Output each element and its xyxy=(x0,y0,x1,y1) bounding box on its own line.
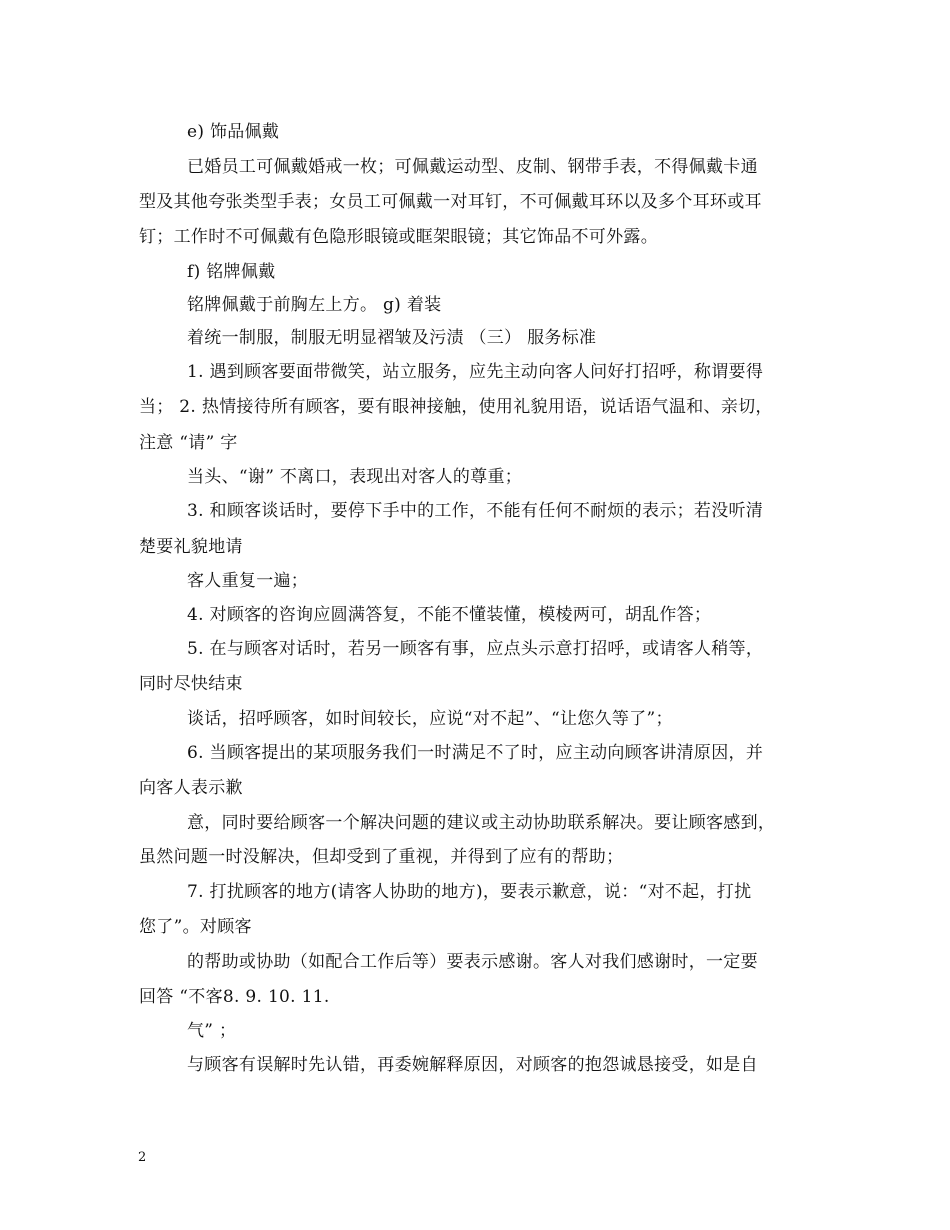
paragraph-line: 7. 打扰顾客的地方(请客人协助的地方)，要表示歉意，说：“对不起，打扰 xyxy=(187,882,752,902)
paragraph-line: 4. 对顾客的咨询应圆满答复，不能不懂装懂，模棱两可，胡乱作答； xyxy=(187,605,712,625)
paragraph-line: 虽然问题一时没解决，但却受到了重视，并得到了应有的帮助； xyxy=(139,847,624,867)
paragraph-line: 您了”。对顾客 xyxy=(139,917,252,937)
paragraph-line: 楚要礼貌地请 xyxy=(139,537,243,557)
paragraph-line: 着统一制服，制服无明显褶皱及污渍 （三） 服务标准 xyxy=(187,328,597,348)
paragraph-line: 与顾客有误解时先认错，再委婉解释原因，对顾客的抱怨诚恳接受，如是自 xyxy=(187,1055,758,1075)
paragraph-line: 的帮助或协助（如配合工作后等）要表示感谢。客人对我们感谢时，一定要 xyxy=(187,952,758,972)
paragraph-line: 回答 “不客8. 9. 10. 11. xyxy=(139,987,330,1007)
paragraph-line: 型及其他夸张类型手表；女员工可佩戴一对耳钉，不可佩戴耳环以及多个耳环或耳 xyxy=(139,192,762,212)
paragraph-line: 钉；工作时不可佩戴有色隐形眼镜或眶架眼镜；其它饰品不可外露。 xyxy=(139,227,658,247)
paragraph-line: 注意 “请” 字 xyxy=(139,433,238,453)
section-heading-nameplate: f) 铭牌佩戴 xyxy=(187,262,276,282)
paragraph-line: 5. 在与顾客对话时，若另一顾客有事，应点头示意打招呼，或请客人稍等， xyxy=(187,639,764,659)
paragraph-line: 意，同时要给顾客一个解决问题的建议或主动协助联系解决。要让顾客感到， xyxy=(187,813,776,833)
paragraph-line: 谈话，招呼顾客，如时间较长，应说“对不起”、“让您久等了”； xyxy=(187,709,673,729)
paragraph-line: 气” ； xyxy=(187,1021,237,1041)
paragraph-line: 向客人表示歉 xyxy=(139,778,243,798)
paragraph-line: 1. 遇到顾客要面带微笑，站立服务，应先主动向客人问好打招呼，称谓要得 xyxy=(187,362,764,382)
paragraph-line: 当； 2. 热情接待所有顾客，要有眼神接触，使用礼貌用语，说话语气温和、亲切， xyxy=(139,397,773,417)
paragraph-line: 当头、“谢” 不离口，表现出对客人的尊重； xyxy=(187,467,523,487)
paragraph-line: 已婚员工可佩戴婚戒一枚；可佩戴运动型、皮制、钢带手表，不得佩戴卡通 xyxy=(187,157,758,177)
paragraph-line: 6. 当顾客提出的某项服务我们一时满足不了时，应主动向顾客讲清原因，并 xyxy=(187,743,764,763)
page-number: 2 xyxy=(138,1150,147,1165)
paragraph-line: 铭牌佩戴于前胸左上方。 g) 着装 xyxy=(187,295,442,315)
paragraph-line: 客人重复一遍； xyxy=(187,571,309,591)
paragraph-line: 3. 和顾客谈话时，要停下手中的工作，不能有任何不耐烦的表示；若没听清 xyxy=(187,501,764,521)
paragraph-line: 同时尽快结束 xyxy=(139,674,243,694)
section-heading-accessories: e) 饰品佩戴 xyxy=(187,122,280,142)
